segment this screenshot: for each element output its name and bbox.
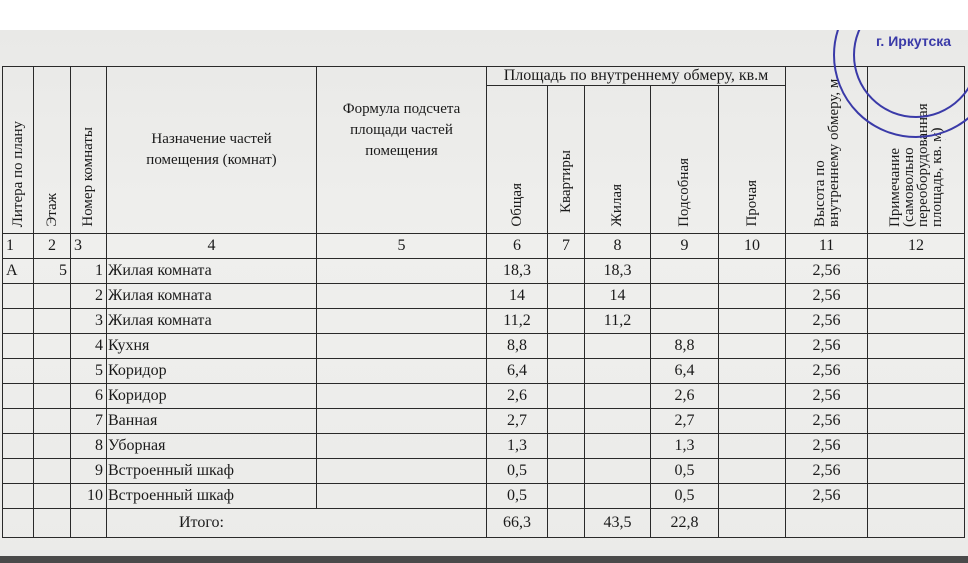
cell-prochaya: [719, 334, 786, 359]
cell-obshaya: 6,4: [487, 359, 548, 384]
cell-etazh: [34, 484, 71, 509]
cell-podsobnaya: 8,8: [651, 334, 719, 359]
column-number: 6: [487, 234, 548, 259]
header-zhilaya: Жилая: [585, 86, 651, 234]
cell-vysota: 2,56: [786, 334, 868, 359]
cell-nomer: 8: [71, 434, 107, 459]
cell-podsobnaya: 6,4: [651, 359, 719, 384]
cell-obshaya: 11,2: [487, 309, 548, 334]
header-prochaya: Прочая: [719, 86, 786, 234]
cell-prochaya: [719, 434, 786, 459]
total-cell: [71, 509, 107, 538]
header-area-group: Площадь по внутреннему обмеру, кв.м: [487, 67, 786, 86]
table-row: [3, 309, 965, 334]
cell-etazh: [34, 384, 71, 409]
cell-vysota: 2,56: [786, 284, 868, 309]
header-vysota: Высота по внутреннему обмеру, м: [786, 67, 868, 234]
cell-primechanie: [868, 284, 965, 309]
cell-obshaya: 2,6: [487, 384, 548, 409]
stamp-city-text: г. Иркутска: [876, 33, 952, 49]
table-row: [3, 434, 965, 459]
cell-prochaya: [719, 459, 786, 484]
cell-zhilaya: 11,2: [585, 309, 651, 334]
table-row: [3, 259, 965, 284]
cell-etazh: [34, 359, 71, 384]
column-number: 1: [3, 234, 34, 259]
cell-formula: [317, 409, 487, 434]
cell-nomer: 7: [71, 409, 107, 434]
cell-prochaya: [719, 259, 786, 284]
cell-litera: [3, 309, 34, 334]
total-podsobnaya: 22,8: [651, 509, 719, 538]
header-primechanie: Примечание (самовольно переоборудованная площадь, кв. м): [868, 67, 965, 234]
cell-nomer: 9: [71, 459, 107, 484]
table-row: [3, 359, 965, 384]
total-cell: [786, 509, 868, 538]
cell-formula: [317, 334, 487, 359]
cell-nomer: 1: [71, 259, 107, 284]
cell-zhilaya: [585, 484, 651, 509]
table-row: [3, 484, 965, 509]
header-kvartiry: Квартиры: [548, 86, 585, 234]
table-row: [3, 409, 965, 434]
cell-obshaya: 18,3: [487, 259, 548, 284]
cell-etazh: 5: [34, 259, 71, 284]
column-number: 8: [585, 234, 651, 259]
cell-zhilaya: [585, 334, 651, 359]
cell-nomer: 5: [71, 359, 107, 384]
cell-vysota: 2,56: [786, 359, 868, 384]
cell-litera: [3, 284, 34, 309]
cell-prochaya: [719, 384, 786, 409]
cell-kvartiry: [548, 384, 585, 409]
cell-prochaya: [719, 284, 786, 309]
cell-formula: [317, 384, 487, 409]
cell-obshaya: 14: [487, 284, 548, 309]
cell-zhilaya: [585, 359, 651, 384]
cell-zhilaya: [585, 409, 651, 434]
cell-prochaya: [719, 359, 786, 384]
cell-vysota: 2,56: [786, 259, 868, 284]
total-cell: [868, 509, 965, 538]
table-row: [3, 459, 965, 484]
column-number: 4: [107, 234, 317, 259]
cell-name: Кухня: [107, 334, 317, 359]
cell-podsobnaya: [651, 309, 719, 334]
cell-nomer: 10: [71, 484, 107, 509]
cell-zhilaya: [585, 459, 651, 484]
cell-primechanie: [868, 409, 965, 434]
cell-vysota: 2,56: [786, 434, 868, 459]
cell-kvartiry: [548, 284, 585, 309]
cell-litera: [3, 484, 34, 509]
cell-litera: [3, 434, 34, 459]
cell-obshaya: 0,5: [487, 459, 548, 484]
cell-prochaya: [719, 409, 786, 434]
header-podsobnaya: Подсобная: [651, 86, 719, 234]
cell-etazh: [34, 409, 71, 434]
total-cell: [34, 509, 71, 538]
cell-name: Встроенный шкаф: [107, 459, 317, 484]
header-etazh: Этаж: [34, 67, 71, 234]
cell-podsobnaya: 1,3: [651, 434, 719, 459]
column-number: 11: [786, 234, 868, 259]
cell-formula: [317, 484, 487, 509]
cell-zhilaya: 18,3: [585, 259, 651, 284]
total-zhilaya: 43,5: [585, 509, 651, 538]
cell-etazh: [34, 459, 71, 484]
column-number: 7: [548, 234, 585, 259]
cell-formula: [317, 434, 487, 459]
cell-vysota: 2,56: [786, 484, 868, 509]
cell-zhilaya: [585, 384, 651, 409]
cell-obshaya: 2,7: [487, 409, 548, 434]
header-formula: Формула подсчета площади частей помещения: [317, 67, 487, 234]
cell-name: Жилая комната: [107, 284, 317, 309]
cell-name: Жилая комната: [107, 259, 317, 284]
total-cell: [719, 509, 786, 538]
cell-podsobnaya: [651, 259, 719, 284]
cell-nomer: 6: [71, 384, 107, 409]
cell-nomer: 2: [71, 284, 107, 309]
table-row: [3, 384, 965, 409]
cell-litera: [3, 334, 34, 359]
cell-formula: [317, 259, 487, 284]
cell-kvartiry: [548, 434, 585, 459]
cell-primechanie: [868, 309, 965, 334]
cell-etazh: [34, 284, 71, 309]
cell-prochaya: [719, 309, 786, 334]
cell-vysota: 2,56: [786, 309, 868, 334]
cell-etazh: [34, 434, 71, 459]
cell-nomer: 3: [71, 309, 107, 334]
table-row: [3, 284, 965, 309]
cell-formula: [317, 284, 487, 309]
cell-vysota: 2,56: [786, 409, 868, 434]
cell-prochaya: [719, 484, 786, 509]
cell-primechanie: [868, 384, 965, 409]
cell-name: Уборная: [107, 434, 317, 459]
cell-litera: [3, 409, 34, 434]
bottom-edge: [0, 556, 968, 563]
cell-etazh: [34, 309, 71, 334]
total-obshaya: 66,3: [487, 509, 548, 538]
column-number: 3: [71, 234, 107, 259]
cell-zhilaya: 14: [585, 284, 651, 309]
cell-primechanie: [868, 459, 965, 484]
total-kvartiry: [548, 509, 585, 538]
cell-nomer: 4: [71, 334, 107, 359]
cell-obshaya: 0,5: [487, 484, 548, 509]
cell-podsobnaya: 0,5: [651, 484, 719, 509]
total-label: Итого:: [107, 509, 487, 538]
table-row: [3, 334, 965, 359]
cell-podsobnaya: [651, 284, 719, 309]
cell-obshaya: 1,3: [487, 434, 548, 459]
cell-vysota: 2,56: [786, 384, 868, 409]
cell-litera: [3, 384, 34, 409]
cell-kvartiry: [548, 459, 585, 484]
cell-obshaya: 8,8: [487, 334, 548, 359]
header-nomer: Номер комнаты: [71, 67, 107, 234]
cell-kvartiry: [548, 334, 585, 359]
cell-name: Жилая комната: [107, 309, 317, 334]
cell-vysota: 2,56: [786, 459, 868, 484]
cell-kvartiry: [548, 309, 585, 334]
cell-etazh: [34, 334, 71, 359]
document-sheet: [0, 30, 968, 563]
cell-podsobnaya: 2,6: [651, 384, 719, 409]
column-number: 9: [651, 234, 719, 259]
cell-kvartiry: [548, 259, 585, 284]
cell-primechanie: [868, 434, 965, 459]
cell-formula: [317, 459, 487, 484]
column-number: 2: [34, 234, 71, 259]
cell-kvartiry: [548, 484, 585, 509]
cell-name: Ванная: [107, 409, 317, 434]
cell-primechanie: [868, 359, 965, 384]
cell-primechanie: [868, 484, 965, 509]
cell-podsobnaya: 2,7: [651, 409, 719, 434]
column-number: 12: [868, 234, 965, 259]
cell-name: Коридор: [107, 359, 317, 384]
cell-kvartiry: [548, 359, 585, 384]
cell-litera: [3, 459, 34, 484]
total-cell: [3, 509, 34, 538]
header-naznachenie: Назначение частей помещения (комнат): [107, 67, 317, 234]
cell-primechanie: [868, 259, 965, 284]
cell-podsobnaya: 0,5: [651, 459, 719, 484]
cell-formula: [317, 309, 487, 334]
header-litera: Литера по плану: [3, 67, 34, 234]
cell-formula: [317, 359, 487, 384]
official-stamp: [806, 30, 968, 140]
cell-kvartiry: [548, 409, 585, 434]
stamp-arc-text: [897, 138, 954, 140]
cell-primechanie: [868, 334, 965, 359]
column-number: 10: [719, 234, 786, 259]
cell-litera: А: [3, 259, 34, 284]
header-obshaya: Общая: [487, 86, 548, 234]
column-numbers-row: [3, 234, 965, 259]
cell-name: Встроенный шкаф: [107, 484, 317, 509]
cell-name: Коридор: [107, 384, 317, 409]
total-row: [3, 509, 965, 538]
cell-zhilaya: [585, 434, 651, 459]
column-number: 5: [317, 234, 487, 259]
cell-litera: [3, 359, 34, 384]
